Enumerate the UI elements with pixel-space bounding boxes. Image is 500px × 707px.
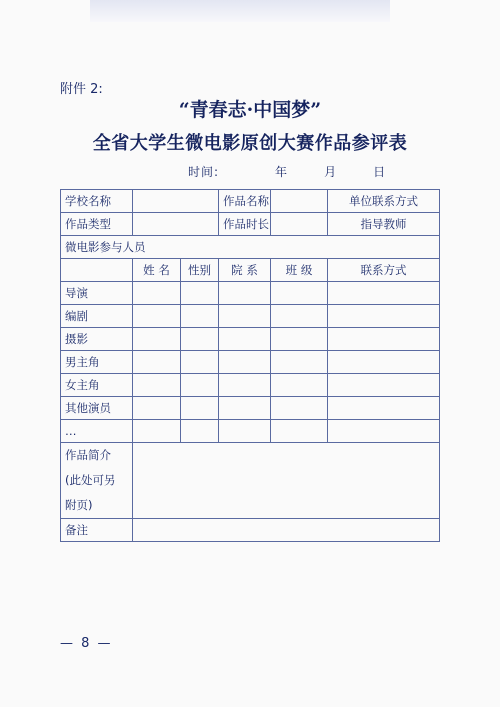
- work-name-field[interactable]: [271, 190, 328, 213]
- cell-gender[interactable]: [181, 351, 219, 374]
- cell-name[interactable]: [133, 420, 181, 443]
- cell-department[interactable]: [219, 328, 271, 351]
- cell-gender[interactable]: [181, 374, 219, 397]
- cell-contact[interactable]: [328, 282, 440, 305]
- col-header-contact: 联系方式: [328, 259, 440, 282]
- cell-class[interactable]: [271, 351, 328, 374]
- role-director: 导演: [61, 282, 133, 305]
- cell-gender[interactable]: [181, 282, 219, 305]
- cell-contact[interactable]: [328, 305, 440, 328]
- cell-department[interactable]: [219, 397, 271, 420]
- participants-header-row: [61, 259, 440, 282]
- duration-field[interactable]: [271, 213, 328, 236]
- date-prefix: 时间:: [188, 165, 220, 179]
- contact-label: 单位联系方式: [328, 190, 440, 213]
- cell-gender[interactable]: [181, 328, 219, 351]
- date-year: 年: [275, 165, 289, 179]
- page-number: — 8 —: [60, 636, 113, 651]
- cell-contact[interactable]: [328, 328, 440, 351]
- role-female-lead: 女主角: [61, 374, 133, 397]
- title-line-2: 全省大学生微电影原创大赛作品参评表: [92, 133, 408, 154]
- role-male-lead: 男主角: [61, 351, 133, 374]
- cell-contact[interactable]: [328, 374, 440, 397]
- school-name-field[interactable]: [133, 190, 219, 213]
- work-type-label: 作品类型: [61, 213, 133, 236]
- intro-field[interactable]: [133, 443, 440, 519]
- scan-header-shadow: [90, 0, 390, 22]
- date-day: 日: [373, 165, 387, 179]
- cell-name[interactable]: [133, 351, 181, 374]
- duration-label: 作品时长: [219, 213, 271, 236]
- table-row: [61, 351, 440, 374]
- cell-contact[interactable]: [328, 420, 440, 443]
- table-row: [61, 328, 440, 351]
- work-type-field[interactable]: [133, 213, 219, 236]
- info-row-2: [61, 213, 440, 236]
- intro-label-line: (此处可另: [65, 473, 116, 487]
- attachment-label: 附件 2:: [60, 82, 103, 97]
- role-ellipsis: …: [61, 420, 133, 443]
- cell-department[interactable]: [219, 374, 271, 397]
- participants-section-label: 微电影参与人员: [61, 236, 440, 259]
- cell-class[interactable]: [271, 328, 328, 351]
- col-header-name: 姓 名: [133, 259, 181, 282]
- remark-field[interactable]: [133, 519, 440, 542]
- table-row: [61, 397, 440, 420]
- title-line-1: “青春志·中国梦”: [178, 99, 322, 121]
- role-other-actors: 其他演员: [61, 397, 133, 420]
- intro-label-line: 作品简介: [65, 448, 111, 462]
- cell-department[interactable]: [219, 420, 271, 443]
- advisor-label: 指导教师: [328, 213, 440, 236]
- cell-name[interactable]: [133, 328, 181, 351]
- cell-gender[interactable]: [181, 397, 219, 420]
- cell-class[interactable]: [271, 420, 328, 443]
- cell-name[interactable]: [133, 397, 181, 420]
- col-header-class: 班 级: [271, 259, 328, 282]
- cell-contact[interactable]: [328, 351, 440, 374]
- date-month: 月: [324, 165, 338, 179]
- cell-class[interactable]: [271, 397, 328, 420]
- cell-class[interactable]: [271, 305, 328, 328]
- remark-label: 备注: [61, 519, 133, 542]
- cell-name[interactable]: [133, 282, 181, 305]
- table-row: [61, 282, 440, 305]
- date-line: [188, 163, 386, 180]
- role-screenwriter: 编剧: [61, 305, 133, 328]
- cell-department[interactable]: [219, 305, 271, 328]
- table-row: [61, 305, 440, 328]
- cell-contact[interactable]: [328, 397, 440, 420]
- cell-department[interactable]: [219, 351, 271, 374]
- cell-department[interactable]: [219, 282, 271, 305]
- cell-gender[interactable]: [181, 420, 219, 443]
- cell-name[interactable]: [133, 305, 181, 328]
- table-row: [61, 420, 440, 443]
- intro-label: [61, 443, 133, 519]
- remark-row: [61, 519, 440, 542]
- role-cinematographer: 摄影: [61, 328, 133, 351]
- participants-section-row: [61, 236, 440, 259]
- table-row: [61, 374, 440, 397]
- entry-form-table: [60, 189, 440, 542]
- cell-name[interactable]: [133, 374, 181, 397]
- info-row-1: [61, 190, 440, 213]
- work-name-label: 作品名称: [219, 190, 271, 213]
- cell-gender[interactable]: [181, 305, 219, 328]
- intro-row: [61, 443, 440, 519]
- intro-label-line: 附页): [65, 498, 93, 512]
- cell-class[interactable]: [271, 374, 328, 397]
- role-header-cell: [61, 259, 133, 282]
- school-name-label: 学校名称: [61, 190, 133, 213]
- col-header-gender: 性别: [181, 259, 219, 282]
- cell-class[interactable]: [271, 282, 328, 305]
- col-header-department: 院 系: [219, 259, 271, 282]
